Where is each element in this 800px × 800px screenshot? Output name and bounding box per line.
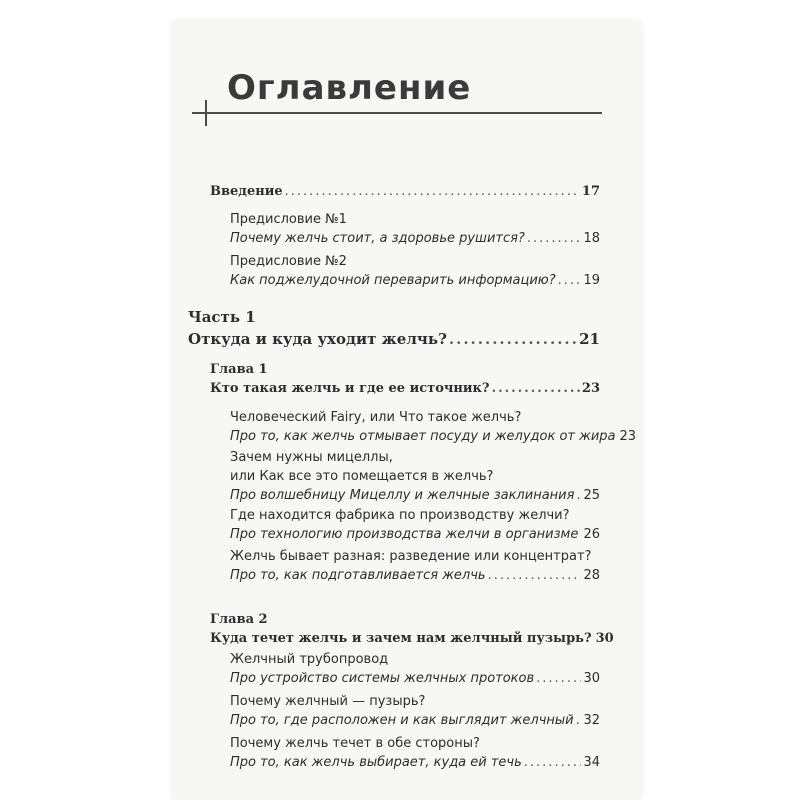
section-subtitle: Про технологию производства желчи в организме	[230, 527, 579, 542]
book-page	[172, 20, 642, 800]
chapter-title: Кто такая желчь и где ее источник?	[210, 381, 490, 396]
section-heading-line-1: Зачем нужны мицеллы,	[230, 450, 393, 465]
section-page: 28	[583, 568, 600, 583]
leader-dots	[576, 486, 581, 505]
toc-section[interactable]	[230, 448, 600, 505]
crosshair-mark-horizontal	[192, 112, 206, 114]
toc-section[interactable]	[230, 734, 600, 772]
intro-label: Введение	[210, 184, 283, 199]
chapter-label: Глава 2	[210, 612, 268, 627]
section-subtitle: Про то, где расположен и как выглядит желчный	[230, 713, 574, 728]
preface-page: 19	[583, 273, 600, 288]
toc-section[interactable]	[230, 692, 600, 730]
section-subtitle: Про то, как подготавливается желчь	[230, 568, 486, 583]
section-page: 32	[583, 713, 600, 728]
intro-page: 17	[581, 184, 600, 199]
section-heading-line-2: или Как все это помещается в желчь?	[230, 469, 494, 484]
leader-dots	[449, 328, 577, 350]
page-title: Оглавление	[227, 68, 472, 108]
leader-dots	[580, 525, 581, 544]
toc-section[interactable]	[230, 408, 637, 446]
section-subtitle: Про то, как желчь отмывает посуду и желудок от жира	[230, 429, 616, 444]
chapter-title: Куда течет желчь и зачем нам желчный пузырь?	[210, 631, 592, 646]
toc-chapter-2[interactable]	[210, 610, 614, 648]
section-subtitle: Про волшебницу Мицеллу и желчные заклинания	[230, 488, 575, 503]
section-page: 30	[583, 671, 600, 686]
part-title: Откуда и куда уходит желчь?	[188, 330, 447, 348]
leader-dots	[492, 379, 580, 398]
toc-section[interactable]	[230, 547, 600, 585]
preface-heading: Предисловие №2	[230, 254, 347, 269]
leader-dots	[488, 566, 582, 585]
toc-section[interactable]	[230, 650, 600, 688]
section-subtitle: Про устройство системы желчных протоков	[230, 671, 535, 686]
toc-intro[interactable]	[210, 182, 600, 201]
leader-dots	[285, 182, 580, 201]
chapter-page: 23	[581, 381, 600, 396]
preface-page: 18	[583, 231, 600, 246]
preface-subtitle: Почему желчь стоит, а здоровье рушится?	[230, 231, 525, 246]
section-heading: Человеческий Fairy, или Что такое желчь?	[230, 410, 522, 425]
section-page: 26	[583, 527, 600, 542]
leader-dots	[576, 711, 582, 730]
section-page: 34	[583, 755, 600, 770]
chapter-label: Глава 1	[210, 362, 268, 377]
section-heading: Желчный трубопровод	[230, 652, 389, 667]
preface-subtitle: Как поджелудочной переварить информацию?	[230, 273, 556, 288]
toc-preface-2[interactable]	[230, 252, 600, 290]
section-heading: Почему желчный — пузырь?	[230, 694, 426, 709]
part-label: Часть 1	[188, 308, 256, 326]
toc-chapter-1[interactable]	[210, 360, 600, 398]
title-underline	[202, 112, 602, 114]
preface-heading: Предисловие №1	[230, 212, 347, 227]
section-heading: Где находится фабрика по производству желчи?	[230, 508, 570, 523]
leader-dots	[558, 271, 582, 290]
leader-dots	[536, 669, 581, 688]
leader-dots	[524, 753, 582, 772]
section-heading: Почему желчь течет в обе стороны?	[230, 736, 480, 751]
section-subtitle: Про то, как желчь выбирает, куда ей течь	[230, 755, 522, 770]
chapter-page: 30	[595, 631, 614, 646]
toc-part-1[interactable]	[188, 306, 600, 350]
section-page: 23	[619, 429, 637, 444]
leader-dots	[527, 229, 582, 248]
section-heading: Желчь бывает разная: разведение или концентрат?	[230, 549, 592, 564]
part-page: 21	[579, 330, 600, 348]
section-page: 25	[583, 488, 600, 503]
toc-section[interactable]	[230, 506, 600, 544]
toc-preface-1[interactable]	[230, 210, 600, 248]
